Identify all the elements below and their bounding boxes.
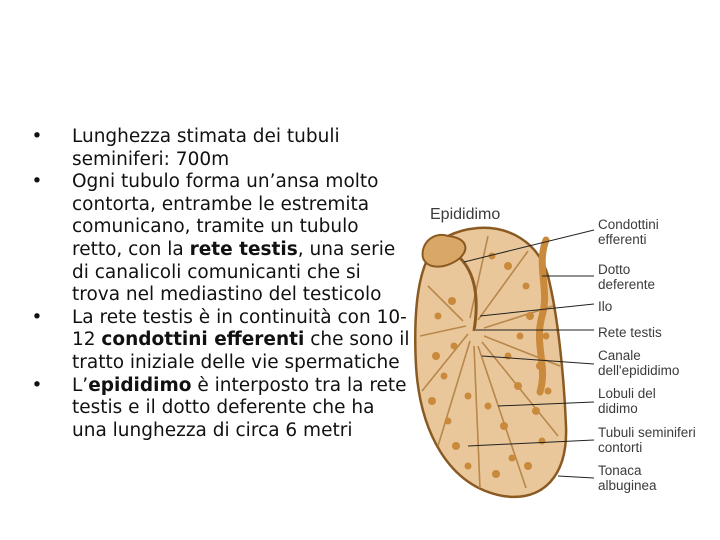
bullet-item [30, 375, 410, 443]
bullet-dot: • [31, 374, 43, 396]
label-lobuli-didimo: Lobuli del didimo [598, 386, 656, 416]
label-canale-epididimo: Canale dell'epididimo [598, 348, 680, 378]
bullet-list [30, 126, 410, 442]
bullet-dot: • [31, 126, 43, 147]
ductus-deferens [539, 240, 546, 392]
label-condottini-efferenti: Condottini efferenti [598, 217, 659, 247]
label-ilo: Ilo [598, 299, 613, 314]
bullet-text: Ogni tubulo forma un’ansa molto contorta, entrambe le estremita comunicano, tramite un tubulo retto, con la [72, 171, 379, 260]
term-rete-testis: rete testis [189, 238, 298, 260]
bullet-text: La rete testis è in continuità con 10-12 [72, 306, 407, 351]
label-rete-testis: Rete testis [598, 325, 662, 340]
label-dotto-deferente: Dotto deferente [598, 262, 656, 292]
label-tubuli-seminiferi: Tubuli seminiferi contorti [598, 425, 696, 455]
testis-svg [408, 196, 720, 506]
bullet-item [30, 171, 410, 307]
bullet-text: Lunghezza stimata dei tubuli seminiferi: 700m [72, 126, 340, 170]
bullet-text: che sono il tratto iniziale delle vie spermatiche [72, 329, 410, 373]
bullet-text: L’ [72, 374, 89, 396]
bullet-item [30, 126, 410, 171]
bullet-text: è interposto tra la rete testis e il dotto deferente che ha una lunghezza di circa 6 metri [72, 374, 407, 441]
bullet-text: , una serie di canalicoli comunicanti che si trova nel mediastino del testicolo [72, 238, 396, 306]
bullet-dot: • [31, 171, 43, 193]
figure-title: Epididimo [430, 206, 501, 223]
term-condottini-efferenti: condottini efferenti [101, 329, 305, 351]
label-tonaca-albuginea: Tonaca albuginea [598, 463, 657, 493]
bullet-dot: • [31, 306, 43, 328]
testis-diagram [408, 196, 720, 506]
bullet-item [30, 307, 410, 375]
term-epididimo: epididimo [88, 374, 192, 396]
